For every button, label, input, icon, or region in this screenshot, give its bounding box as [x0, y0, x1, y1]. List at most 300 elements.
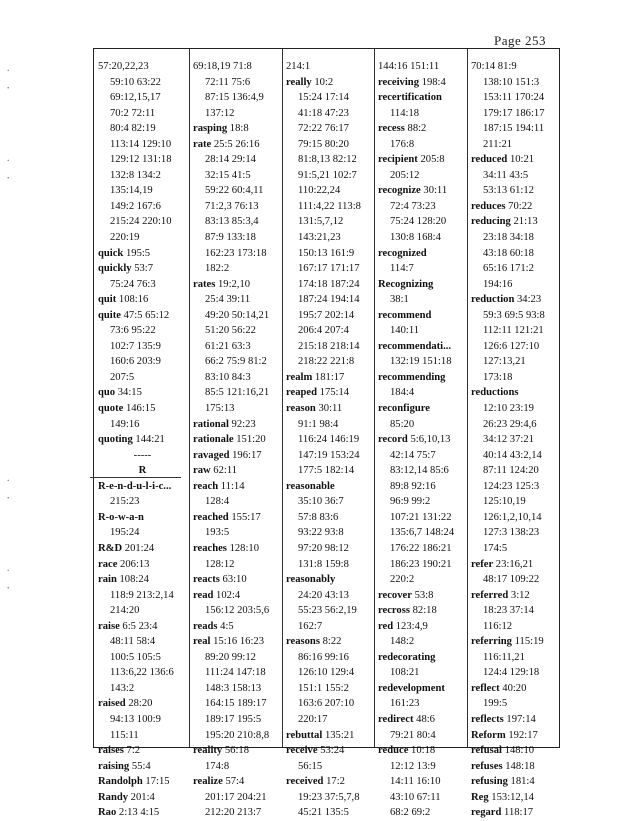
page-line-refs: 116:24 146:19	[298, 434, 360, 446]
page-line-refs: 11:14	[218, 480, 245, 492]
index-entry	[471, 774, 557, 790]
page-line-refs: 137:12	[205, 107, 235, 119]
page-line-refs: 25:5 26:16	[211, 138, 260, 150]
page-line-refs: 211:21	[483, 138, 513, 150]
page-line-refs: 175:13	[205, 403, 235, 415]
index-term: recommend	[378, 309, 432, 321]
index-entry	[98, 510, 187, 526]
page-line-refs: 79:15 80:20	[298, 138, 349, 150]
page-line-refs: 26:23 29:4,6	[483, 418, 537, 430]
page-line-refs: 91:1 98:4	[298, 418, 339, 430]
binder-mark: ˙	[6, 156, 11, 171]
column-divider	[189, 49, 190, 747]
page-line-refs: 6:5 23:4	[119, 620, 158, 632]
page-line-refs: 150:13 161:9	[298, 247, 355, 259]
page-line-refs: 87:15 136:4,9	[205, 92, 264, 104]
index-entry	[98, 385, 187, 401]
page-line-refs: 220:17	[298, 713, 328, 725]
page-line-refs: 12:12 13:9	[390, 760, 436, 772]
index-term: really	[286, 76, 312, 88]
index-entry	[378, 308, 465, 324]
page-line-refs: 8:22	[319, 636, 342, 648]
page-line-refs: 153:11 170:24	[483, 92, 545, 104]
word-index-box	[93, 48, 560, 819]
page-line-refs: 127:13,21	[483, 356, 526, 368]
index-entry	[471, 805, 557, 821]
index-entry	[471, 681, 557, 697]
index-entry	[378, 681, 465, 697]
index-entry	[98, 743, 187, 759]
page-line-refs: 43:18 60:18	[483, 247, 534, 259]
page-line-refs: 149:16	[110, 418, 140, 430]
index-entry	[471, 214, 557, 230]
page-line-refs: 71:2,3 76:13	[205, 200, 259, 212]
index-entry	[471, 557, 557, 573]
index-term: reach	[193, 480, 219, 492]
page-line-refs: 49:20 50:14,21	[205, 309, 270, 321]
page-line-refs: 131:8 159:8	[298, 558, 349, 570]
page-line-refs: 108:24	[116, 574, 149, 586]
page-line-refs: 70:14 81:9	[471, 61, 517, 72]
page-line-refs: 24:20 43:13	[298, 589, 349, 601]
page-line-refs: 34:15	[115, 387, 142, 399]
index-term: quickly	[98, 263, 132, 275]
page-line-refs: 72:4 73:23	[390, 200, 436, 212]
index-term: R&D	[98, 542, 123, 554]
page-line-refs: 107:21 131:22	[390, 511, 452, 523]
index-term: reality	[193, 745, 223, 757]
index-term: reducing	[471, 216, 511, 228]
page-line-refs: 102:4	[213, 589, 241, 601]
index-entry	[286, 401, 372, 417]
page-line-refs: 184:4	[390, 387, 415, 399]
page-line-refs: 206:13	[117, 558, 150, 570]
page-line-refs: 40:20	[499, 682, 527, 694]
index-term: refusing	[471, 776, 508, 788]
page-line-refs: 155:17	[228, 511, 261, 523]
column-divider	[467, 49, 468, 747]
page-line-refs: 156:12 203:5,6	[205, 605, 270, 617]
page-line-refs: 143:2	[110, 682, 135, 694]
page-line-refs: 59:22 60:4,11	[205, 185, 264, 197]
index-term: Randolph	[98, 776, 143, 788]
index-term: Recognizing	[378, 278, 434, 290]
index-term: reflects	[471, 713, 504, 725]
page-line-refs: 215:23	[110, 496, 140, 508]
page-line-refs: 12:10 23:19	[483, 403, 534, 415]
page-line-refs: 162:23 173:18	[205, 247, 267, 259]
page-line-refs: 108:16	[116, 294, 149, 306]
page-line-refs: 215:18 218:14	[298, 340, 360, 352]
page-line-refs: 83:10 84:3	[205, 371, 251, 383]
page-line-refs: 148:10	[502, 745, 535, 757]
binder-mark: ˙	[6, 66, 11, 81]
page-line-refs: 18:23 37:14	[483, 605, 534, 617]
page-line-refs: 135:14,19	[110, 185, 153, 197]
page-line-refs: 132:19 151:18	[390, 356, 452, 368]
page-line-refs: 179:17 186:17	[483, 107, 545, 119]
page-line-refs: 128:4	[205, 496, 230, 508]
page-line-refs: 126:10 129:4	[298, 667, 355, 679]
page-line-refs: 63:10	[219, 574, 247, 586]
index-term: recertification	[378, 92, 442, 104]
page-line-refs: 28:14 29:14	[205, 154, 256, 166]
index-term: rain	[98, 574, 117, 586]
index-entry	[98, 619, 187, 635]
index-entry	[98, 292, 187, 308]
page-line-refs: 100:5 105:5	[110, 651, 161, 663]
index-term: reacts	[193, 574, 220, 586]
page-line-refs: 205:8	[417, 154, 445, 166]
page-line-refs: 187:24 194:14	[298, 294, 360, 306]
page-line-refs: 23:16,21	[493, 558, 534, 570]
index-term: refer	[471, 558, 494, 570]
page-line-refs: 161:23	[390, 698, 420, 710]
page-line-refs: 53:13 61:12	[483, 185, 534, 197]
page-line-refs: 57:8 83:6	[298, 511, 339, 523]
index-entry	[98, 557, 187, 573]
index-entry	[193, 510, 280, 526]
page-line-refs: 70:2 72:11	[110, 107, 156, 119]
index-term: reduced	[471, 154, 508, 166]
page-line-refs: 164:15 189:17	[205, 698, 267, 710]
letter-section-header: R	[98, 463, 187, 479]
index-entry	[286, 75, 372, 91]
page-line-refs: 65:16 171:2	[483, 263, 534, 275]
index-column-4	[378, 59, 465, 819]
index-term: quit	[98, 294, 117, 306]
page-line-refs: 34:12 37:21	[483, 434, 534, 446]
index-term: redirect	[378, 713, 414, 725]
index-entry	[98, 572, 187, 588]
page-line-refs: 138:10 151:3	[483, 76, 540, 88]
index-term: quoting	[98, 434, 133, 446]
page-line-refs: 59:10 63:22	[110, 76, 161, 88]
page-line-refs: 59:3 69:5 93:8	[483, 309, 545, 321]
page-line-refs: 15:24 17:14	[298, 92, 349, 104]
index-entry	[193, 137, 280, 153]
page-line-refs: 47:5 65:12	[120, 309, 170, 321]
index-entry	[193, 572, 280, 588]
index-term: reduces	[471, 200, 506, 212]
page-line-refs: 30:11	[420, 185, 448, 197]
index-entry	[98, 759, 187, 775]
page-line-refs: 163:6 207:10	[298, 698, 355, 710]
index-term: recover	[378, 589, 412, 601]
page-line-refs: 149:2 167:6	[110, 200, 161, 212]
index-term: received	[286, 776, 324, 788]
index-term: refuses	[471, 760, 503, 772]
page-line-refs: 123:4,9	[393, 620, 428, 632]
index-entry	[98, 308, 187, 324]
index-term: reduce	[378, 745, 409, 757]
index-term: read	[193, 589, 214, 601]
index-entry	[471, 728, 557, 744]
page-line-refs: 14:11 16:10	[390, 776, 441, 788]
page-line-refs: 48:17 109:22	[483, 574, 540, 586]
index-entry	[471, 152, 557, 168]
index-term: rates	[193, 278, 216, 290]
page-line-refs: 69:18,19 71:8	[193, 61, 252, 72]
page-line-refs: 83:13 85:3,4	[205, 216, 259, 228]
page-line-refs: 199:5	[483, 698, 508, 710]
index-term: Randy	[98, 791, 129, 803]
page-line-refs: 17:2	[323, 776, 345, 788]
page-line-refs: 151:20	[233, 434, 266, 446]
page-line-refs: 66:2 75:9 81:2	[205, 356, 267, 368]
index-term: refusal	[471, 745, 502, 757]
page-line-refs: 174:18 187:24	[298, 278, 360, 290]
page-line-refs: 125:10,19	[483, 496, 526, 508]
index-entry	[193, 634, 280, 650]
page-line-refs: 56:15	[298, 760, 323, 772]
index-term: race	[98, 558, 118, 570]
page-line-refs: 96:9 99:2	[390, 496, 431, 508]
page-line-refs: 132:8 134:2	[110, 169, 161, 181]
index-entry	[98, 432, 187, 448]
page-line-refs: 116:11,21	[483, 651, 525, 663]
section-dash: -----	[133, 449, 152, 461]
page-line-refs: 97:20 98:12	[298, 542, 349, 554]
page-line-refs: 206:4 207:4	[298, 325, 349, 337]
binder-mark: ·	[6, 490, 11, 505]
index-entry	[378, 619, 465, 635]
page-line-refs: 40:14 43:2,14	[483, 449, 542, 461]
page-line-refs: 61:21 63:3	[205, 340, 251, 352]
page-line-refs: 201:4	[128, 791, 155, 803]
index-entry	[378, 246, 465, 262]
page-line-refs: 93:22 93:8	[298, 527, 344, 539]
page-line-refs: 194:16	[483, 278, 513, 290]
index-entry	[98, 246, 187, 262]
page-line-refs: 201:17 204:21	[205, 791, 267, 803]
index-term: recognize	[378, 185, 421, 197]
page-line-refs: 147:19 153:24	[298, 449, 360, 461]
page-line-refs: 140:11	[390, 325, 420, 337]
page-line-refs: 148:18	[502, 760, 535, 772]
index-entry	[193, 541, 280, 557]
page-line-refs: 34:11 43:5	[483, 169, 529, 181]
page-line-refs: 111:24 147:18	[205, 667, 266, 679]
index-entry	[286, 728, 372, 744]
page-line-refs: 75:24 128:20	[390, 216, 447, 228]
index-entry	[378, 339, 465, 355]
page-line-refs: 220:2	[390, 574, 415, 586]
page-line-refs: 25:4 39:11	[205, 294, 251, 306]
page-line-refs: 53:8	[411, 589, 434, 601]
page-line-refs: 43:10 67:11	[390, 791, 441, 803]
page-line-refs: 192:17	[505, 729, 538, 741]
index-entry	[193, 463, 280, 479]
page-line-refs: 174:5	[483, 542, 508, 554]
index-entry	[193, 479, 280, 495]
index-entry	[471, 385, 557, 401]
index-entry	[193, 417, 280, 433]
page-line-refs: 89:8 92:16	[390, 480, 436, 492]
index-entry	[193, 774, 280, 790]
page-line-refs: 195:20 210:8,8	[205, 729, 270, 741]
binder-hole-marks	[3, 66, 19, 746]
index-term: quo	[98, 387, 116, 399]
index-entry	[378, 650, 465, 666]
index-term: referred	[471, 589, 509, 601]
index-term: raised	[98, 698, 126, 710]
page-line-refs: 144:16 151:11	[378, 61, 440, 72]
index-term: recess	[378, 123, 405, 135]
page-line-refs: 94:13 100:9	[110, 713, 161, 725]
page-line-refs: 218:22 221:8	[298, 356, 355, 368]
index-term: rasping	[193, 123, 228, 135]
index-entry	[471, 292, 557, 308]
index-entry	[471, 759, 557, 775]
index-term: reaped	[286, 387, 317, 399]
index-entry	[378, 152, 465, 168]
index-term: red	[378, 620, 394, 632]
index-term: receive	[286, 745, 318, 757]
index-term: regard	[471, 807, 502, 819]
index-term: real	[193, 636, 211, 648]
index-entry	[193, 432, 280, 448]
page-line-refs: 128:12	[205, 558, 235, 570]
index-term: reconfigure	[378, 403, 430, 415]
index-entry	[98, 790, 187, 806]
index-entry	[378, 183, 465, 199]
page-line-refs: 35:10 36:7	[298, 496, 344, 508]
index-term: ravaged	[193, 449, 230, 461]
page-line-refs: 51:20 56:22	[205, 325, 256, 337]
page-line-refs: 118:17	[501, 807, 534, 819]
index-entry	[98, 696, 187, 712]
index-entry	[193, 121, 280, 137]
binder-mark: ˙	[6, 476, 11, 491]
index-column-3	[286, 59, 372, 819]
index-term: rate	[193, 138, 212, 150]
page-line-refs: 130:8 168:4	[390, 232, 441, 244]
page-line-refs: 151:1 155:2	[298, 682, 349, 694]
page-line-refs: 215:24 220:10	[110, 216, 172, 228]
page-line-refs: 7:2	[123, 745, 141, 757]
index-term: recognized	[378, 247, 427, 259]
index-entry	[378, 401, 465, 417]
index-term: record	[378, 434, 408, 446]
page-line-refs: 30:11	[315, 403, 343, 415]
index-entry	[193, 277, 280, 293]
page-line-refs: 182:2	[205, 263, 230, 275]
page-line-refs: 115:11	[110, 729, 139, 741]
index-entry	[98, 261, 187, 277]
page-line-refs: 181:17	[312, 371, 345, 383]
page-line-refs: 114:18	[390, 107, 420, 119]
index-entry	[378, 277, 465, 293]
page-line-refs: 187:15 194:11	[483, 123, 545, 135]
page-line-refs: 72:22 76:17	[298, 123, 349, 135]
page-line-refs: 23:18 34:18	[483, 232, 534, 244]
index-term: rebuttal	[286, 729, 323, 741]
index-term: reasons	[286, 636, 320, 648]
index-term: raw	[193, 465, 211, 477]
index-term: reductions	[471, 387, 519, 399]
index-term: referring	[471, 636, 512, 648]
index-term: quick	[98, 247, 124, 259]
page-line-refs: 15:16 16:23	[210, 636, 265, 648]
page-line-refs: 32:15 41:5	[205, 169, 251, 181]
page-line-refs: 34:23	[514, 294, 542, 306]
index-term: quite	[98, 309, 121, 321]
index-entry	[193, 588, 280, 604]
index-entry	[471, 588, 557, 604]
page-line-refs: 162:7	[298, 620, 323, 632]
index-entry	[98, 805, 187, 821]
page-line-refs: 81:8,13 82:12	[298, 154, 357, 166]
page-line-refs: 173:18	[483, 371, 513, 383]
page-line-refs: 19:2,10	[215, 278, 251, 290]
page-line-refs: 80:4 82:19	[110, 123, 156, 135]
index-term: Reg	[471, 791, 489, 803]
page-line-refs: 214:1	[286, 61, 311, 72]
page-line-refs: 174:8	[205, 760, 230, 772]
page-line-refs: 53:7	[131, 263, 154, 275]
index-column-1	[98, 59, 187, 819]
page-line-refs: 146:15	[123, 403, 156, 415]
index-entry	[378, 743, 465, 759]
index-entry	[378, 712, 465, 728]
page-line-refs: 113:14 129:10	[110, 138, 172, 150]
page-line-refs: 111:4,22 113:8	[298, 200, 361, 212]
index-term: rational	[193, 418, 229, 430]
page-line-refs: 135:21	[322, 729, 355, 741]
index-entry	[98, 401, 187, 417]
page-line-refs: 102:7 135:9	[110, 340, 161, 352]
page-line-refs: 167:17 171:17	[298, 263, 360, 275]
index-entry	[378, 370, 465, 386]
page-line-refs: 75:24 76:3	[110, 278, 156, 290]
page-line-refs: 197:14	[503, 713, 536, 725]
page-line-refs: 10:21	[507, 154, 535, 166]
index-term: raise	[98, 620, 120, 632]
page-line-refs: 196:17	[229, 449, 262, 461]
page-line-refs: 127:3 138:23	[483, 527, 540, 539]
index-entry	[378, 603, 465, 619]
page-line-refs: 198:4	[419, 76, 446, 88]
index-term: reflect	[471, 682, 500, 694]
page-line-refs: 41:18 47:23	[298, 107, 349, 119]
page-line-refs: 195:5	[123, 247, 151, 259]
index-term: realize	[193, 776, 223, 788]
page-line-refs: 57:4	[222, 776, 245, 788]
page-line-refs: 207:5	[110, 371, 135, 383]
page-line-refs: 48:6	[413, 713, 435, 725]
page-line-refs: 153:12,14	[488, 791, 534, 803]
index-entry	[286, 634, 372, 650]
page-line-refs: 62:11	[210, 465, 238, 477]
page-line-refs: 55:4	[129, 760, 151, 772]
page-line-refs: 87:11 124:20	[483, 465, 539, 477]
page-line-refs: 89:20 99:12	[205, 651, 256, 663]
page-line-refs: 126:6 127:10	[483, 340, 540, 352]
index-entry	[378, 121, 465, 137]
index-entry	[286, 479, 372, 495]
binder-mark: ·	[6, 80, 11, 95]
binder-mark: ·	[6, 170, 11, 185]
index-term: reached	[193, 511, 229, 523]
page-line-refs: 148:2	[390, 636, 415, 648]
page-line-refs: 28:20	[125, 698, 153, 710]
page-line-refs: 148:3 158:13	[205, 682, 262, 694]
index-term: recipient	[378, 154, 418, 166]
index-term: quote	[98, 403, 124, 415]
page-line-refs: 56:18	[222, 745, 250, 757]
page-line-refs: 45:21 135:5	[298, 807, 349, 819]
